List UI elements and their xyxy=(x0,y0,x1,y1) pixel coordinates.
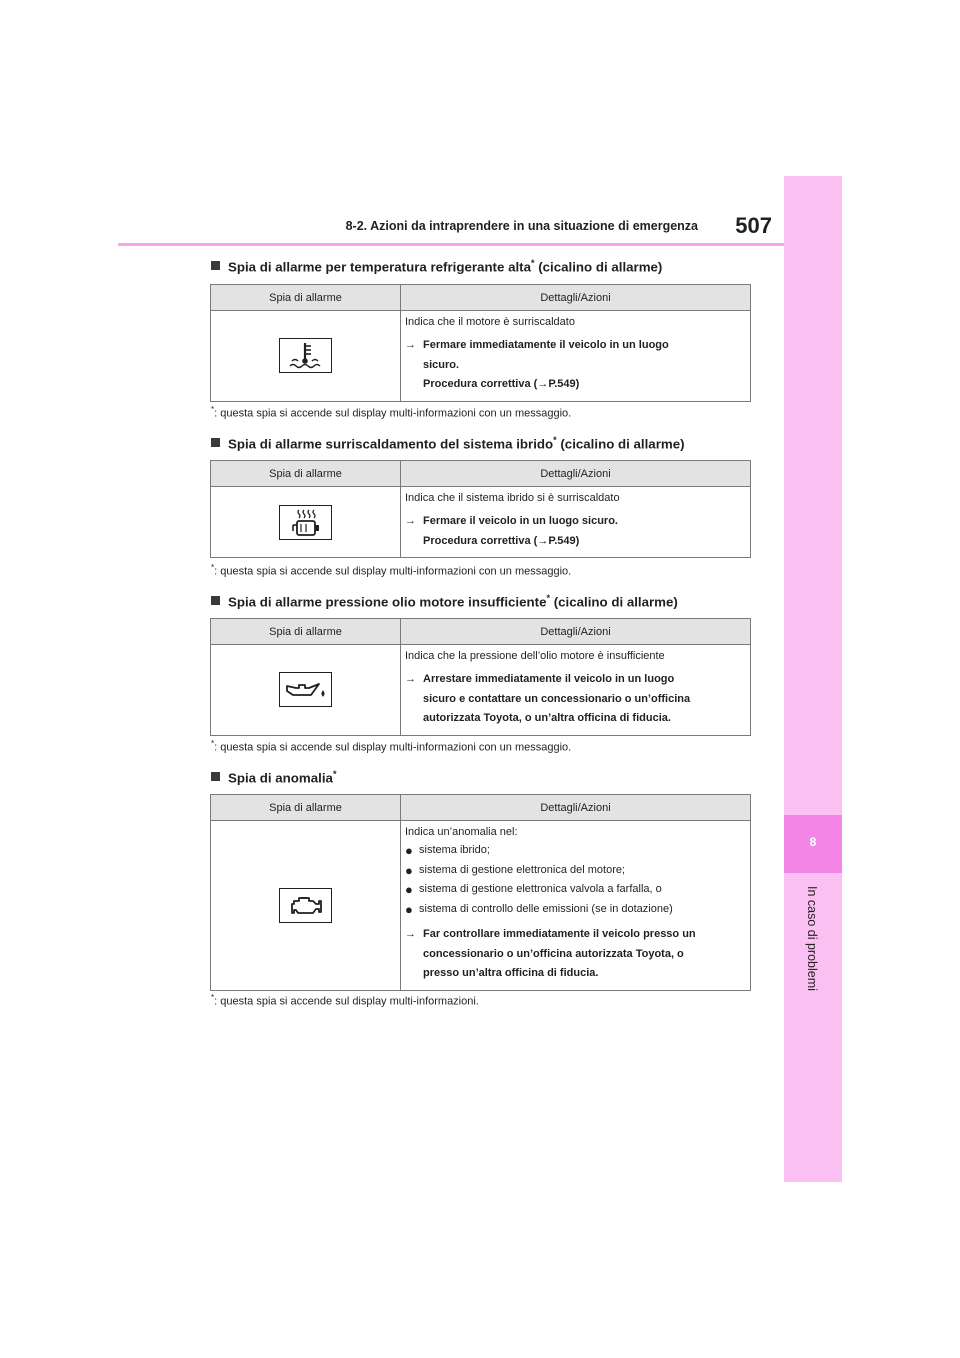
section-heading-hybrid-overheat: Spia di allarme surriscaldamento del sistema ibrido* (cicalino di allarme) xyxy=(211,435,685,451)
chapter-label: In caso di problemi xyxy=(805,886,819,991)
bullet-icon: ● xyxy=(405,882,413,897)
footnote: *: questa spia si accende sul display multi-informazioni con un messaggio. xyxy=(211,405,572,420)
warning-table-coolant: Spia di allarme Dettagli/Azioni Indica che il motore è surriscaldato → Fermare immediatamente il veicolo in un luogo sicuro. Procedura correttiva (→P.549) xyxy=(210,284,751,402)
footnote: *: questa spia si accende sul display multi-informazioni. xyxy=(211,993,479,1008)
section-heading-oil-pressure: Spia di allarme pressione olio motore insufficiente* (cicalino di allarme) xyxy=(211,593,678,609)
square-bullet-icon xyxy=(211,261,220,270)
chapter-sidebar xyxy=(784,176,842,1182)
coolant-temperature-icon xyxy=(279,338,332,373)
action-text: → Far controllare immediatamente il veicolo presso un concessionario o un’officina autorizzata Toyota, o presso un’altra officina di fiducia. xyxy=(405,925,746,984)
arrow-icon: → xyxy=(405,928,416,940)
column-header-details: Dettagli/Azioni xyxy=(401,795,751,821)
footnote: *: questa spia si accende sul display multi-informazioni con un messaggio. xyxy=(211,739,572,754)
oil-pressure-icon xyxy=(279,672,332,707)
bullet-icon: ● xyxy=(405,843,413,858)
warning-table-hybrid-overheat: Spia di allarme Dettagli/Azioni Indica che il sistema ibrido si è surriscaldato → Fermare il veicolo in un luogo sicuro. Procedura correttiva (→P.549) xyxy=(210,460,751,558)
action-text: → Fermare il veicolo in un luogo sicuro. Procedura correttiva (→P.549) xyxy=(405,512,746,551)
square-bullet-icon xyxy=(211,438,220,447)
bullet-icon: ● xyxy=(405,862,413,878)
column-header-warning: Spia di allarme xyxy=(211,619,401,645)
action-text: → Arrestare immediatamente il veicolo in un luogo sicuro e contattare un concessionario o un’officina autorizzata Toyota, o un’altra officina di fiducia. xyxy=(405,670,746,729)
page-number: 507 xyxy=(735,213,772,238)
list-item: ● sistema di gestione elettronica valvola a farfalla, o xyxy=(405,880,746,900)
running-header: 8-2. Azioni da intraprendere in una situazione di emergenza xyxy=(345,219,698,233)
column-header-details: Dettagli/Azioni xyxy=(401,461,751,487)
bullet-icon: ● xyxy=(405,901,413,917)
arrow-icon: → xyxy=(405,515,416,527)
column-header-details: Dettagli/Azioni xyxy=(401,619,751,645)
column-header-details: Dettagli/Azioni xyxy=(401,285,751,311)
column-header-warning: Spia di allarme xyxy=(211,795,401,821)
square-bullet-icon xyxy=(211,596,220,605)
list-item: ● sistema di gestione elettronica del motore; xyxy=(405,861,746,881)
list-item: ● sistema ibrido; xyxy=(405,841,746,861)
check-engine-icon xyxy=(279,888,332,923)
column-header-warning: Spia di allarme xyxy=(211,285,401,311)
warning-table-oil-pressure: Spia di allarme Dettagli/Azioni Indica che la pressione dell’olio motore è insufficiente → Arrestare immediatamente il veicolo in un luogo sicuro e contattare un concessionario o un’officina autorizzata Toyota, o un’altra officina di fiducia. xyxy=(210,618,751,736)
list-item: ● sistema di controllo delle emissioni (se in dotazione) xyxy=(405,900,746,920)
arrow-icon: → xyxy=(405,339,416,351)
action-text: → Fermare immediatamente il veicolo in un luogo sicuro. Procedura correttiva (→P.549) xyxy=(405,336,746,395)
warning-table-malfunction: Spia di allarme Dettagli/Azioni Indica un’anomalia nel: ● sistema ibrido; ● sistema di gestione elettronica del motore; ● sistema di gestione elettronica valvola a farfalla, o ● sistema di controllo delle emissioni (se in dotazione) → Far controllare immediatamente il veicolo presso un concessionario o un’officina autorizzata Toyota, o presso un’altra officina di fiducia. xyxy=(210,794,751,991)
section-heading-coolant: Spia di allarme per temperatura refrigerante alta* (cicalino di allarme) xyxy=(211,258,662,274)
section-heading-malfunction: Spia di anomalia* xyxy=(211,769,336,785)
chapter-number: 8 xyxy=(809,835,817,849)
footnote: *: questa spia si accende sul display multi-informazioni con un messaggio. xyxy=(211,563,572,578)
header-rule xyxy=(118,243,784,246)
column-header-warning: Spia di allarme xyxy=(211,461,401,487)
square-bullet-icon xyxy=(211,772,220,781)
arrow-icon: → xyxy=(405,673,416,685)
hybrid-system-overheat-icon xyxy=(279,505,332,540)
